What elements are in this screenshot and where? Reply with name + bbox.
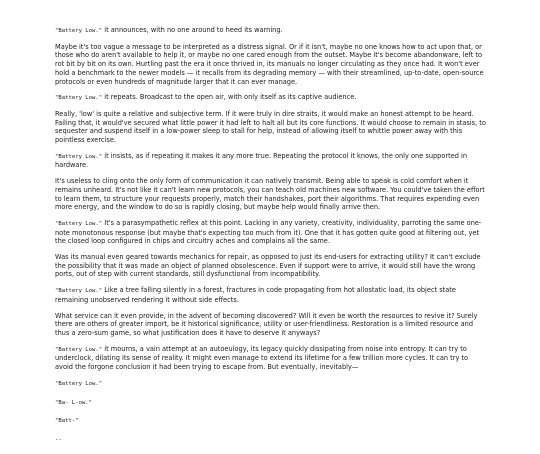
document-body — [55, 26, 487, 454]
fading-line-1 — [55, 379, 487, 389]
paragraph-text: It's useless to cling onto the only form of communication it can natively transmit. Being able to speak is cold comfort when it remains unheard. It's not like it can't learn new protocols, you can teach old machines new software. You could've taken the effort to learn them, to structure your requests properly, match their handshakes, port their algorithms. That requires expending even more energy, and the window to do so is rapidly closing, but maybe help would finally arrive then. — [55, 177, 485, 212]
paragraph-text: it repeats. Broadcast to the open air, with only itself as its captive audience. — [102, 93, 357, 102]
paragraph-4 — [55, 110, 487, 145]
paragraph-7 — [55, 219, 487, 246]
paragraph-11 — [55, 345, 487, 372]
fading-line-3 — [55, 416, 487, 426]
paragraph-2 — [55, 43, 487, 87]
paragraph-5 — [55, 152, 487, 170]
paragraph-9 — [55, 286, 487, 304]
paragraph-text: Like a tree falling silently in a forest, fractures in code propagating from hot allostatic load, its object state remaining unobserved rendering it without side effects. — [55, 286, 456, 304]
quote-battery-low: "Battery Low." — [55, 220, 103, 227]
quote-battery-low: "Battery Low." — [55, 288, 103, 295]
quote-battery-low: "Battery Low." — [55, 346, 103, 353]
paragraph-text: it announces, with no one around to heed its warning. — [102, 26, 283, 34]
paragraph-text: Maybe it's too vague a message to be interpreted as a distress signal. Or if it isn't, maybe no one knows how to act upon that, or those who do aren't available to help it, or maybe no one cared enough from the outset. Maybe it's become abandonware, left to rot bit by bit on its own. Hurtling past the era it once thrived in, its manuals no longer circulating as they once had. It won't ever hold a benchmark to the newer models — it recalls from its degrading memory — with their streamlined, up-to-date, open-source protocols or even hundreds of magnitude larger that it can ever manage. — [55, 42, 484, 86]
paragraph-8 — [55, 253, 487, 279]
paragraph-10 — [55, 312, 487, 338]
paragraph-text: it insists, as if repeating it makes it any more true. Repeating the protocol it knows, the only one supported in hardware. — [55, 151, 468, 170]
paragraph-text: it mourns, a vain attempt at an autoeulogy, its legacy quickly dissipating from noise into entropy. It can try to underclock, dilating its sense of reality. It might even manage to extend its lifetime for a few trillion more cycles. It can try to avoid the forgone conclusion it had been trying to escape from. But eventually, inevitably— — [55, 344, 469, 372]
quote-battery-low: "Battery Low." — [55, 28, 103, 34]
fading-quote: "Ba- L-ow." — [55, 399, 93, 406]
quote-battery-low: "Battery Low." — [55, 153, 103, 160]
fading-quote: "Batt-" — [55, 418, 79, 425]
paragraph-text: Was its manual even geared towards mechanics for repair, as opposed to just its end-users for extracting utility? It can't exclude the possibility that it was made an object of planned obsolescence. Even if support were to arrive, it would still have the wrong ports, out of step with current standards, still dysfunctional from incompatibility. — [55, 253, 481, 279]
paragraph-1 — [55, 26, 487, 36]
quote-battery-low: "Battery Low." — [55, 95, 103, 102]
fading-quote: "Battery Low." — [55, 380, 103, 387]
paragraph-text: Really, 'low' is quite a relative and subjective term. If it were truly in dire straits, it would make an honest attempt to be heard. Failing that, it would've secured what little power it had left to halt all but its core functions. It would choose to remain in stasis, to sequester and suspend itself in a low-power sleep to stall for help, instead of allowing itself to whittle power away with this pointless exercise. — [55, 109, 486, 145]
paragraph-text: It's a parasympathetic reflex at this point. Lacking in any variety, creativity, individuality, parroting the same one-note monotonous response (but maybe that's expecting too much from it). One that it has gotten quite good at filtering out, yet the closed loop configured in chips and circuitry aches and complains all the same. — [55, 218, 482, 246]
fading-dash: -- — [55, 436, 62, 443]
paragraph-6 — [55, 177, 487, 212]
paragraph-text: What service can it even provide, in the advent of becoming discovered? Will it even be worth the resources to revive it? Surely there are others of greater import, be it historical significance, utility or user-friendliness. Restoration is a limited resource and thus a zero-sum game, so what justification does it have to deserve it anyways? — [55, 311, 478, 337]
fading-line-2 — [55, 398, 487, 408]
paragraph-3 — [55, 93, 487, 103]
fading-line-4 — [55, 435, 487, 445]
